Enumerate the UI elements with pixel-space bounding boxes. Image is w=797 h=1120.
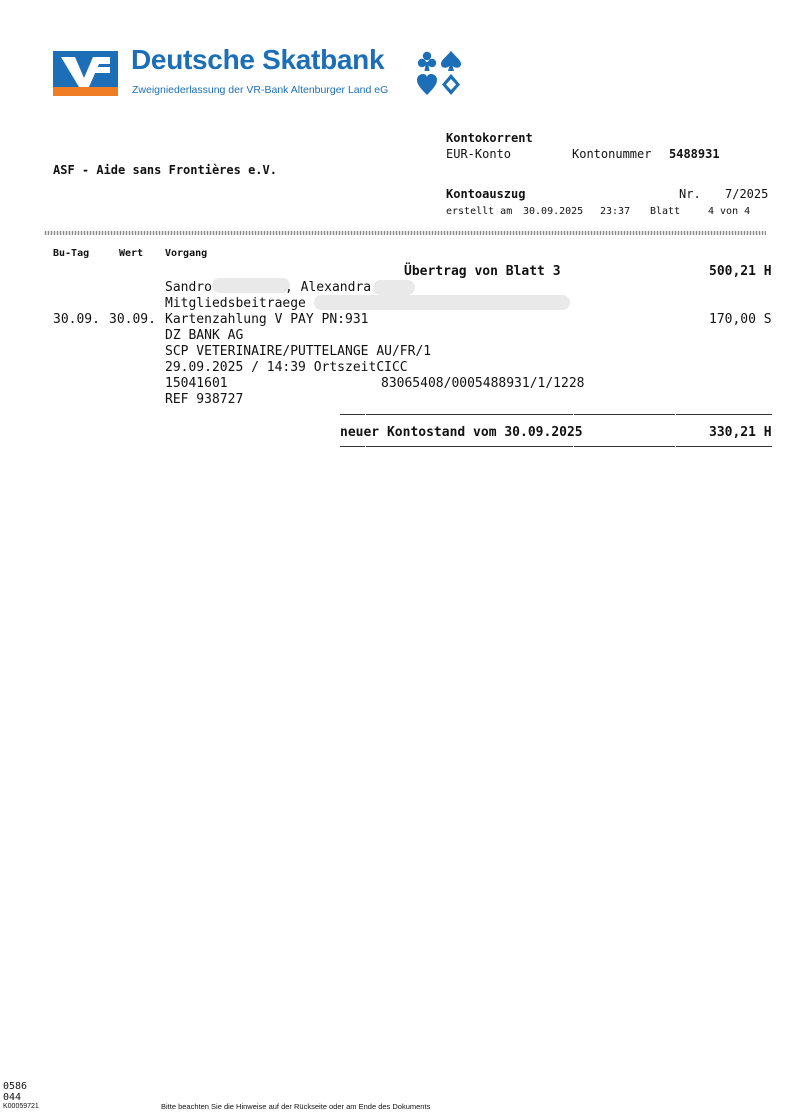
rule-gap bbox=[365, 444, 366, 448]
bank-name: Deutsche Skatbank bbox=[131, 44, 385, 75]
card-suits-icon bbox=[416, 50, 464, 96]
customer-name: ASF - Aide sans Frontières e.V. bbox=[53, 163, 277, 177]
prev-line-purpose: Mitgliedsbeitraege bbox=[165, 296, 306, 311]
header-vorgang: Vorgang bbox=[165, 248, 208, 259]
redaction bbox=[314, 295, 570, 310]
entry-line: Kartenzahlung V PAY PN:931 bbox=[165, 312, 369, 327]
currency-label: EUR-Konto bbox=[446, 147, 512, 161]
statement-nr: 7/2025 bbox=[725, 187, 769, 201]
entry-line: 29.09.2025 / 14:39 OrtszeitCICC bbox=[165, 360, 408, 375]
entry-reference: 83065408/0005488931/1/1228 bbox=[381, 376, 585, 391]
balance-bottom-rule bbox=[340, 446, 772, 447]
account-number-label: Kontonummer bbox=[572, 147, 652, 161]
redaction bbox=[373, 280, 415, 295]
header-wert: Wert bbox=[119, 248, 144, 259]
statement-title: Kontoauszug bbox=[446, 187, 526, 201]
entry-line: SCP VETERINAIRE/PUTTELANGE AU/FR/1 bbox=[165, 344, 432, 359]
entry-wert: 30.09. bbox=[109, 312, 156, 327]
statement-nr-label: Nr. bbox=[679, 187, 701, 201]
carry-over-label: Übertrag von Blatt 3 bbox=[404, 264, 561, 279]
entry-amount: 170,00 S bbox=[709, 312, 772, 327]
entry-line: REF 938727 bbox=[165, 392, 244, 407]
prev-line-name-2: , Alexandra bbox=[285, 280, 372, 295]
header-butag: Bu-Tag bbox=[53, 248, 90, 259]
rule-gap bbox=[365, 412, 366, 416]
footer-code-3: K00059721 bbox=[3, 1103, 39, 1110]
rule-gap bbox=[573, 412, 574, 416]
page-label: Blatt bbox=[650, 206, 681, 217]
new-balance-label: neuer Kontostand vom 30.09.2025 bbox=[340, 425, 583, 440]
rule-gap bbox=[573, 444, 574, 448]
balance-top-rule bbox=[340, 414, 772, 415]
page-count: 4 von 4 bbox=[708, 206, 751, 217]
dotted-separator bbox=[44, 231, 766, 235]
account-type-label: Kontokorrent bbox=[446, 131, 533, 145]
account-number: 5488931 bbox=[669, 147, 720, 161]
footer-notice: Bitte beachten Sie die Hinweise auf der Rückseite oder am Ende des Dokuments bbox=[161, 1102, 431, 1111]
entry-line: 15041601 bbox=[165, 376, 228, 391]
carry-over-amount: 500,21 H bbox=[709, 264, 772, 279]
bank-logo-icon bbox=[53, 51, 118, 96]
created-label: erstellt am bbox=[446, 206, 513, 217]
footer-code-1: 0586 bbox=[3, 1081, 28, 1092]
created-date: 30.09.2025 bbox=[523, 206, 584, 217]
created-time: 23:37 bbox=[600, 206, 631, 217]
prev-line-name: Sandro bbox=[165, 280, 212, 295]
new-balance-amount: 330,21 H bbox=[709, 425, 772, 440]
redaction bbox=[212, 278, 290, 293]
rule-gap bbox=[675, 412, 676, 416]
bank-subtitle: Zweigniederlassung der VR-Bank Altenburger Land eG bbox=[132, 84, 389, 96]
footer-code-2: 044 bbox=[3, 1092, 22, 1103]
entry-line: DZ BANK AG bbox=[165, 328, 244, 343]
entry-butag: 30.09. bbox=[53, 312, 100, 327]
rule-gap bbox=[675, 444, 676, 448]
